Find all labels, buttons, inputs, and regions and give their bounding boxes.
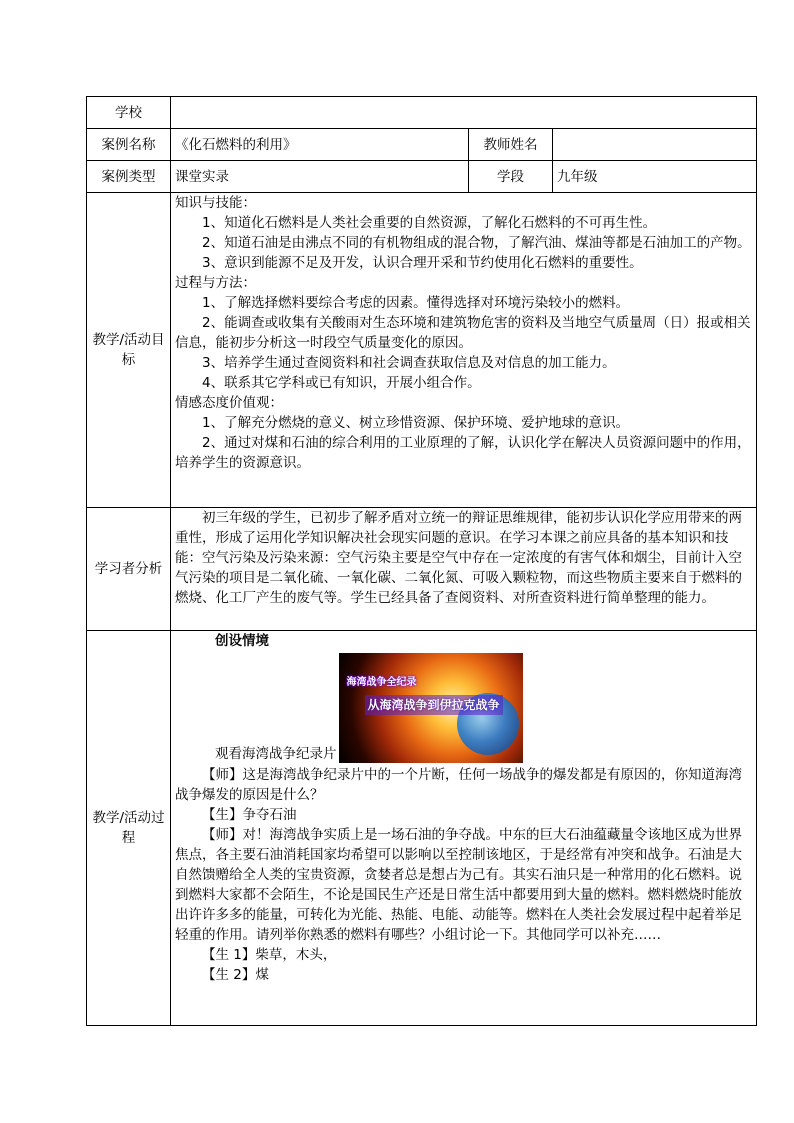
case-name-value: 《化石燃料的利用》 xyxy=(171,129,469,161)
teacher-name-value xyxy=(553,129,757,161)
stage-value: 九年级 xyxy=(553,161,757,193)
school-label: 学校 xyxy=(87,97,171,129)
process-item: 2、能调查或收集有关酸雨对生态环境和建筑物危害的资料及当地空气质量周（日）报或相关信息，能初步分析这一时段空气质量变化的原因。 xyxy=(175,315,751,351)
emotion-item: 1、了解充分燃烧的意义、树立珍惜资源、保护环境、爱护地球的意识。 xyxy=(202,415,630,431)
dialog-line: 【师】对！海湾战争实质上是一场石油的争夺战。中东的巨大石油蕴藏量令该地区成为世界焦点，各主要石油消耗国家均希望可以影响以至控制该地区，于是经常有冲突和战争。石油是大自然馈赠给全人类的宝贵资源，贪婪者总是想占为己有。其实石油只是一种常用的化石燃料。说到燃料大家都不会陌生，不论是国民生产还是日常生活中都要用到大量的燃料。燃料燃烧时能放出许许多多的能量，可转化为光能、热能、电能、动能等。燃料在人类社会发展过程中起着举足轻重的作用。请列举你熟悉的燃料有哪些？小组讨论一下。其他同学可以补充…… xyxy=(175,827,742,943)
process-heading: 过程与方法： xyxy=(175,275,256,291)
row-case-name xyxy=(87,129,757,161)
stage-label: 学段 xyxy=(469,161,553,193)
video-title-1: 海湾战争全纪录 xyxy=(346,677,417,688)
school-value xyxy=(171,97,757,129)
dialog-line: 【生】争夺石油 xyxy=(202,807,297,823)
knowledge-item: 2、知道石油是由沸点不同的有机物组成的混合物，了解汽油、煤油等都是石油加工的产物。 xyxy=(202,235,751,251)
emotion-heading: 情感态度价值观： xyxy=(175,395,283,411)
learner-text: 初三年级的学生，已初步了解矛盾对立统一的辩证思维规律，能初步认识化学应用带来的两重性，形成了运用化学知识解决社会现实问题的意识。在学习本课之前应具备的基本知识和技能：空气污染及污染来源：空气污染主要是空气中存在一定浓度的有害气体和烟尘，目前计入空气污染的项目是二氧化硫、一氧化碳、二氧化氮、可吸入颗粒物，而这些物质主要来自于燃料的燃烧、化工厂产生的废气等。学生已经具备了查阅资料、对所查资料进行简单整理的能力。 xyxy=(175,510,742,606)
process-item: 3、培养学生通过查阅资料和社会调查获取信息及对信息的加工能力。 xyxy=(202,355,616,371)
process-item: 4、联系其它学科或已有知识，开展小组合作。 xyxy=(202,375,481,391)
row-learner xyxy=(87,508,757,631)
case-type-label: 案例类型 xyxy=(87,161,171,193)
case-table xyxy=(86,96,757,1026)
row-school xyxy=(87,97,757,129)
dialog-line: 【生 2】煤 xyxy=(202,967,269,983)
dialog-line: 【师】这是海湾战争纪录片中的一个片断，任何一场战争的爆发都是有原因的，你知道海湾战争爆发的原因是什么？ xyxy=(175,767,742,803)
objectives-content xyxy=(171,193,757,508)
process-content xyxy=(171,631,757,1026)
row-case-type xyxy=(87,161,757,193)
dialog-line: 【生 1】柴草，木头， xyxy=(202,947,337,963)
case-type-value: 课堂实录 xyxy=(171,161,469,193)
process-item: 1、了解选择燃料要综合考虑的因素。懂得选择对环境污染较小的燃料。 xyxy=(202,295,630,311)
teacher-name-label: 教师姓名 xyxy=(469,129,553,161)
case-name-label: 案例名称 xyxy=(87,129,171,161)
knowledge-item: 1、知道化石燃料是人类社会重要的自然资源，了解化石燃料的不可再生性。 xyxy=(202,215,657,231)
video-title-2: 从海湾战争到伊拉克战争 xyxy=(365,695,503,715)
row-process xyxy=(87,631,757,1026)
lesson-case-form xyxy=(86,96,756,1026)
knowledge-item: 3、意识到能源不足及开发，认识合理开采和节约使用化石燃料的重要性。 xyxy=(202,255,643,271)
objectives-label: 教学/活动目标 xyxy=(87,193,171,508)
knowledge-heading: 知识与技能： xyxy=(175,195,256,211)
video-caption: 观看海湾战争纪录片 xyxy=(215,746,337,762)
documentary-still xyxy=(339,653,523,763)
learner-content xyxy=(171,508,757,631)
process-label: 教学/活动过程 xyxy=(87,631,171,1026)
learner-label: 学习者分析 xyxy=(87,508,171,631)
video-line xyxy=(175,653,752,763)
section-title: 创设情境 xyxy=(215,633,269,649)
row-objectives xyxy=(87,193,757,508)
emotion-item: 2、通过对煤和石油的综合利用的工业原理的了解，认识化学在解决人员资源问题中的作用，培养学生的资源意识。 xyxy=(175,435,751,471)
